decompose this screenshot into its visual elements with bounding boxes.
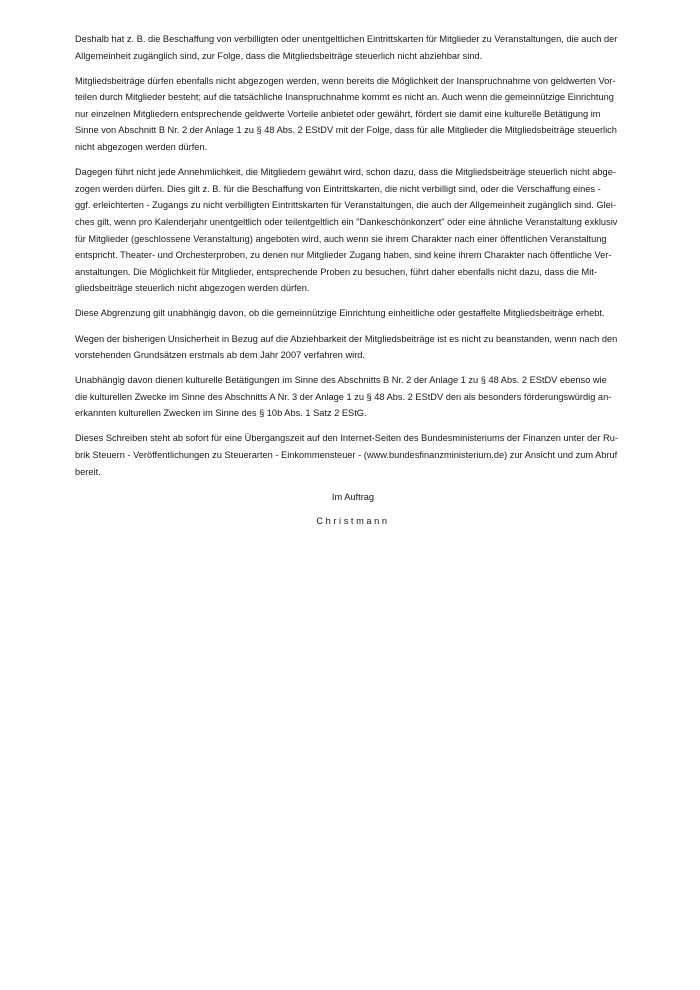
text-line: ggf. erleichterten - Zugangs zu nicht verbilligten Eintrittskarten für Veranstaltungen, die auch der Allgemeinheit zugänglich sind. Glei- xyxy=(75,200,616,211)
paragraph-7 xyxy=(75,430,631,480)
paragraph-4 xyxy=(75,305,631,322)
text-line: Wegen der bisherigen Unsicherheit in Bezug auf die Abziehbarkeit der Mitgliedsbeiträge ist es nicht zu beanstanden, wenn nach den xyxy=(75,333,618,344)
paragraph-5 xyxy=(75,331,631,364)
text-line: nicht abgezogen werden dürfen. xyxy=(75,142,208,153)
text-line: teilen durch Mitglieder besteht; auf die tatsächliche Inanspruchnahme kommt es nicht an. Auch wenn die gemeinnützige Einrichtung xyxy=(75,92,614,103)
text-line: Mitgliedsbeiträge dürfen ebenfalls nicht abgezogen werden, wenn bereits die Möglichkeit der Inanspruchnahme von geldwerten Vor- xyxy=(75,75,616,86)
document-page xyxy=(75,31,631,530)
text-line: anstaltungen. Die Möglichkeit für Mitglieder, entsprechende Proben zu besuchen, führt daher ebenfalls nicht dazu, dass die Mit- xyxy=(75,266,597,277)
text-line: Allgemeinheit zugänglich sind, zur Folge, dass die Mitgliedsbeiträge steuerlich nicht abziehbar sind. xyxy=(75,50,483,61)
text-line: entspricht. Theater- und Orchesterproben, zu denen nur Mitglieder Zugang haben, sind keine ihrem Charakter nach öffentliche Ver- xyxy=(75,250,612,261)
text-line: bereit. xyxy=(75,466,101,477)
paragraph-1 xyxy=(75,31,631,64)
text-line: gliedsbeiträge steuerlich nicht abgezogen werden dürfen. xyxy=(75,283,310,294)
text-line: vorstehenden Grundsätzen erstmals ab dem Jahr 2007 verfahren wird. xyxy=(75,350,365,361)
text-line: die kulturellen Zwecke im Sinne des Abschnitts A Nr. 3 der Anlage 1 zu § 48 Abs. 2 EStDV den als besonders förderungswürdig an- xyxy=(75,391,612,402)
text-line: erkannten kulturellen Zwecken im Sinne des § 10b Abs. 1 Satz 2 EStG. xyxy=(75,408,367,419)
text-line: Dieses Schreiben steht ab sofort für eine Übergangszeit auf den Internet-Seiten des Bundesministeriums der Finanzen unter der Ru- xyxy=(75,433,618,444)
text-line: nur einzelnen Mitgliedern entsprechende geldwerte Vorteile anbietet oder gewährt, fördert sie damit eine kulturelle Betätigung im xyxy=(75,108,601,119)
text-line: ches gilt, wenn pro Kalenderjahr unentgeltlich oder teilentgeltlich ein "Dankeschönkonzert" oder eine ähnliche Veranstaltung exklusiv xyxy=(75,216,618,227)
signature-name: Christmann xyxy=(316,516,390,527)
text-line: zogen werden dürfen. Dies gilt z. B. für die Beschaffung von Eintrittskarten, die nicht verbilligt sind, oder die Verschaffung eines - xyxy=(75,183,601,194)
closing-block xyxy=(75,489,631,530)
text-line: Dagegen führt nicht jede Annehmlichkeit, die Mitgliedern gewährt wird, schon dazu, dass die Mitgliedsbeiträge steuerlich nicht abge- xyxy=(75,167,616,178)
im-auftrag-label: Im Auftrag xyxy=(331,491,375,502)
spacer xyxy=(75,505,631,513)
text-line: brik Steuern - Veröffentlichungen zu Steuerarten - Einkommensteuer - (www.bundesfinanzministerium.de) zur Ansicht und zum Abruf xyxy=(75,450,618,461)
paragraph-3 xyxy=(75,164,631,297)
paragraph-2 xyxy=(75,73,631,156)
text-line: Unabhängig davon dienen kulturelle Betätigungen im Sinne des Abschnitts B Nr. 2 der Anlage 1 zu § 48 Abs. 2 EStDV ebenso wie xyxy=(75,375,607,386)
text-line: Deshalb hat z. B. die Beschaffung von verbilligten oder unentgeltlichen Eintrittskarten für Mitglieder zu Veranstaltungen, die auch der xyxy=(75,34,618,44)
text-line: Sinne von Abschnitt B Nr. 2 der Anlage 1 zu § 48 Abs. 2 EStDV mit der Folge, dass für alle Mitglieder die Mitgliedsbeiträge steuerlich xyxy=(75,125,617,136)
text-line: Diese Abgrenzung gilt unabhängig davon, ob die gemeinnützige Einrichtung einheitliche oder gestaffelte Mitgliedsbeiträge erhebt. xyxy=(75,308,605,319)
paragraph-6 xyxy=(75,372,631,422)
text-line: für Mitglieder (geschlossene Veranstaltung) angeboten wird, auch wenn sie ihrem Charakter nach einer öffentlichen Veranstaltung xyxy=(75,233,607,244)
